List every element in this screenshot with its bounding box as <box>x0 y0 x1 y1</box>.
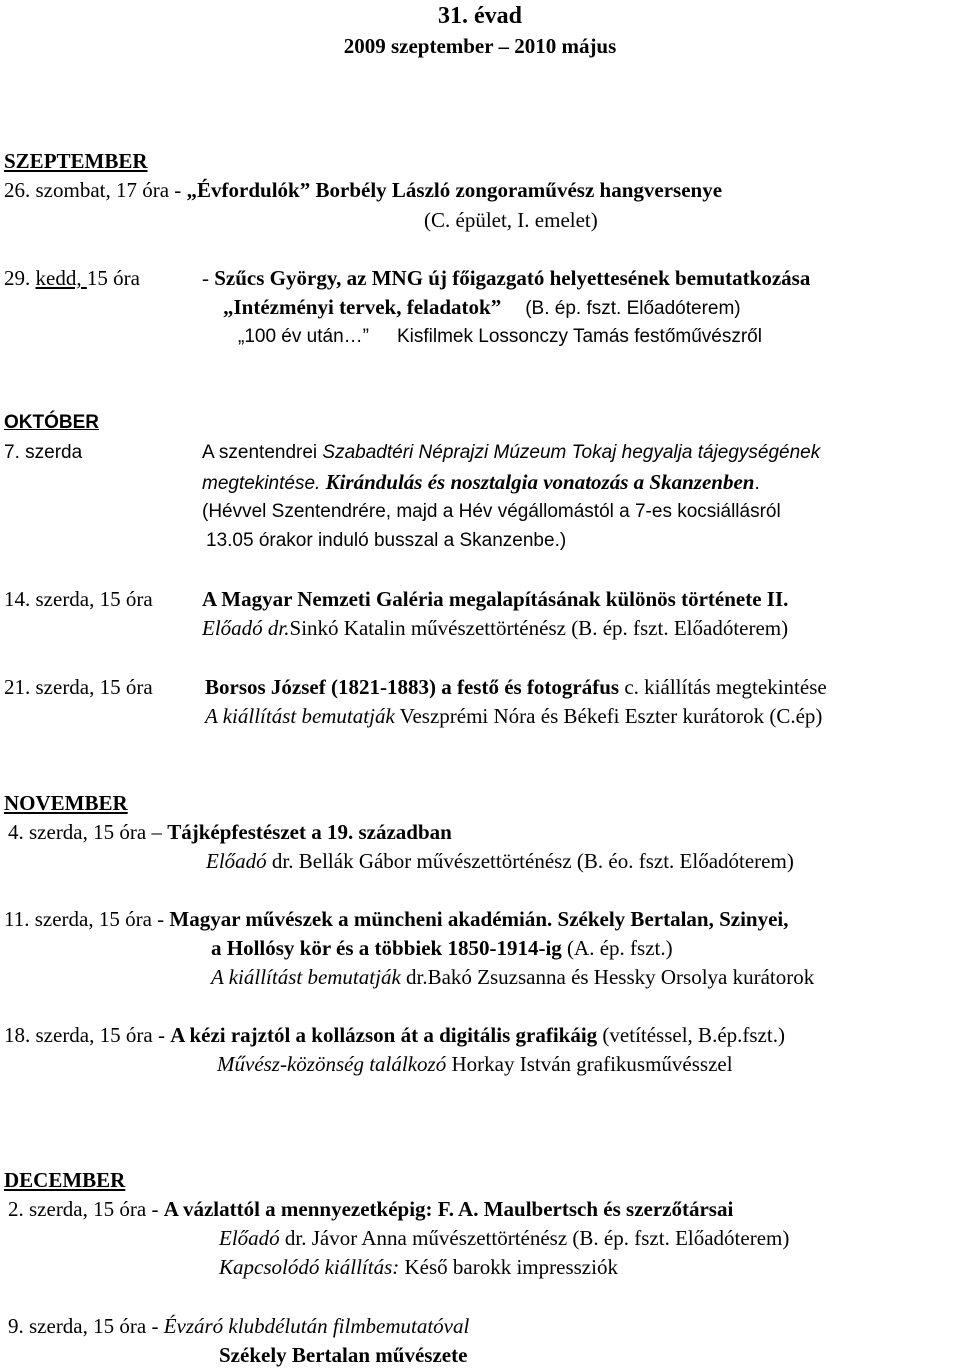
event-location: (A. ép. fszt.) <box>561 936 673 960</box>
month-heading-december: DECEMBER <box>4 1168 126 1192</box>
event-presenter: dr. Jávor Anna művészettörténész (B. ép. fszt. Előadóterem) <box>279 1226 790 1250</box>
event-film-title: „100 év után…” <box>238 326 369 347</box>
event-title: Magyar művészek a müncheni akadémián. Székely Bertalan, Szinyei, <box>169 907 789 931</box>
event-presenter-label: Előadó <box>206 849 267 873</box>
event-date: 18. szerda, 15 óra - <box>4 1023 171 1047</box>
event-date: 26. szombat, 17 óra - <box>4 178 187 202</box>
event-sep-29-line2 <box>223 297 741 318</box>
event-sep-26-location: (C. épület, I. emelet) <box>424 208 598 232</box>
event-curators-label: A kiállítást bemutatják <box>211 965 401 989</box>
event-related-label: Kapcsolódó kiállítás: <box>219 1255 400 1279</box>
event-date: 11. szerda, 15 óra - <box>4 907 170 931</box>
season-title: 31. évad <box>438 3 522 29</box>
event-presenter-label: Előadó dr. <box>202 616 290 640</box>
event-oct-21-date: 21. szerda, 15 óra <box>4 675 153 699</box>
event-time: 15 óra <box>86 266 140 290</box>
event-nov-18-line2 <box>217 1054 733 1075</box>
event-date: 4. szerda, 15 óra – <box>8 820 168 844</box>
event-dec-2-line1 <box>8 1199 733 1220</box>
event-sep-29-line1 <box>4 268 140 289</box>
event-title: Borsos József (1821-1883) a festő és fotográfus <box>205 675 620 699</box>
event-dash: - <box>202 266 215 290</box>
event-title: Szűcs György, az MNG új főigazgató helyettesének bemutatkozása <box>214 266 811 290</box>
event-location: (B. ép. fszt. Előadóterem) <box>525 298 741 319</box>
event-text: (vetítéssel, B.ép.fszt.) <box>597 1023 785 1047</box>
event-oct-7-date: 7. szerda <box>4 442 83 463</box>
event-date: 2. szerda, 15 óra - <box>8 1197 164 1221</box>
event-related: Késő barokk impressziók <box>399 1255 618 1279</box>
event-curators: Veszprémi Nóra és Békefi Eszter kurátorok (C.ép) <box>394 704 823 728</box>
event-text: c. kiállítás megtekintése <box>619 675 827 699</box>
event-meeting-guest: Horkay István grafikusművésszel <box>446 1052 733 1076</box>
event-highlight: Kirándulás és nosztalgia vonatozás a Skanzenben <box>325 470 755 494</box>
event-nov-11-line1 <box>4 909 789 930</box>
event-oct-7-line4: 13.05 órakor induló busszal a Skanzenbe.) <box>206 530 567 551</box>
month-heading-november: NOVEMBER <box>4 791 128 815</box>
event-oct-7-line3: (Hévvel Szentendrére, majd a Hév végállomástól a 7-es kocsiállásról <box>202 501 781 522</box>
event-nov-11-line2 <box>211 938 673 959</box>
event-nov-4-line2 <box>206 851 794 872</box>
event-oct-7-line1 <box>202 443 820 462</box>
month-heading-october: OKTÓBER <box>4 412 99 433</box>
event-dec-9-line2: Székely Bertalan művészete <box>219 1343 468 1367</box>
event-nov-18-line1 <box>4 1025 785 1046</box>
event-oct-14-line2 <box>202 618 788 639</box>
event-title: „Évfordulók” Borbély László zongoraművész hangversenye <box>186 178 723 202</box>
event-date-num: 29. <box>4 266 36 290</box>
event-nov-4-line1 <box>8 822 452 843</box>
event-punct: . <box>754 473 760 494</box>
month-heading-september: SZEPTEMBER <box>4 149 148 173</box>
event-sep-29-line3 <box>238 327 762 346</box>
season-period: 2009 szeptember – 2010 május <box>343 34 617 58</box>
event-subtitle: „Intézményi tervek, feladatok” <box>223 295 502 319</box>
event-presenter-label: Előadó <box>219 1226 280 1250</box>
event-title: Szabadtéri Néprajzi Múzeum Tokaj hegyalja tájegységének <box>322 442 821 463</box>
event-oct-14-date: 14. szerda, 15 óra <box>4 587 153 611</box>
event-title: A kézi rajztól a kollázson át a digitális grafikáig <box>170 1023 598 1047</box>
event-title-cont: a Hollósy kör és a többiek 1850-1914-ig <box>211 936 562 960</box>
event-text: A szentendrei <box>202 442 323 463</box>
event-title: Évzáró klubdélután filmbemutatóval <box>163 1314 470 1338</box>
event-oct-14-title: A Magyar Nemzeti Galéria megalapításának különös története II. <box>202 587 789 611</box>
event-oct-21-line1 <box>205 677 827 698</box>
event-text: megtekintése. <box>202 473 326 494</box>
event-dec-9-line1 <box>8 1316 469 1337</box>
event-presenter: Sinkó Katalin művészettörténész (B. ép. fszt. Előadóterem) <box>289 616 789 640</box>
event-date: 9. szerda, 15 óra - <box>8 1314 164 1338</box>
event-sep-26-line1 <box>4 180 722 201</box>
event-film-desc: Kisfilmek Lossonczy Tamás festőművészről <box>396 326 762 347</box>
event-dec-2-line3 <box>219 1257 618 1278</box>
event-oct-21-line2 <box>205 706 822 727</box>
event-title: A vázlattól a mennyezetképig: F. A. Maulbertsch és szerzőtársai <box>163 1197 734 1221</box>
event-curators: dr.Bakó Zsuzsanna és Hessky Orsolya kurátorok <box>400 965 815 989</box>
event-nov-11-line3 <box>211 967 814 988</box>
event-presenter: dr. Bellák Gábor művészettörténész (B. éo. fszt. Előadóterem) <box>266 849 794 873</box>
event-date-day: kedd, <box>35 266 87 290</box>
event-dec-2-line2 <box>219 1228 789 1249</box>
event-title: Tájképfestészet a 19. században <box>167 820 452 844</box>
event-curators-label: A kiállítást bemutatják <box>205 704 395 728</box>
event-meeting-label: Művész-közönség találkozó <box>217 1052 447 1076</box>
event-oct-7-line2 <box>202 472 760 493</box>
event-sep-29-title-line <box>202 268 810 289</box>
